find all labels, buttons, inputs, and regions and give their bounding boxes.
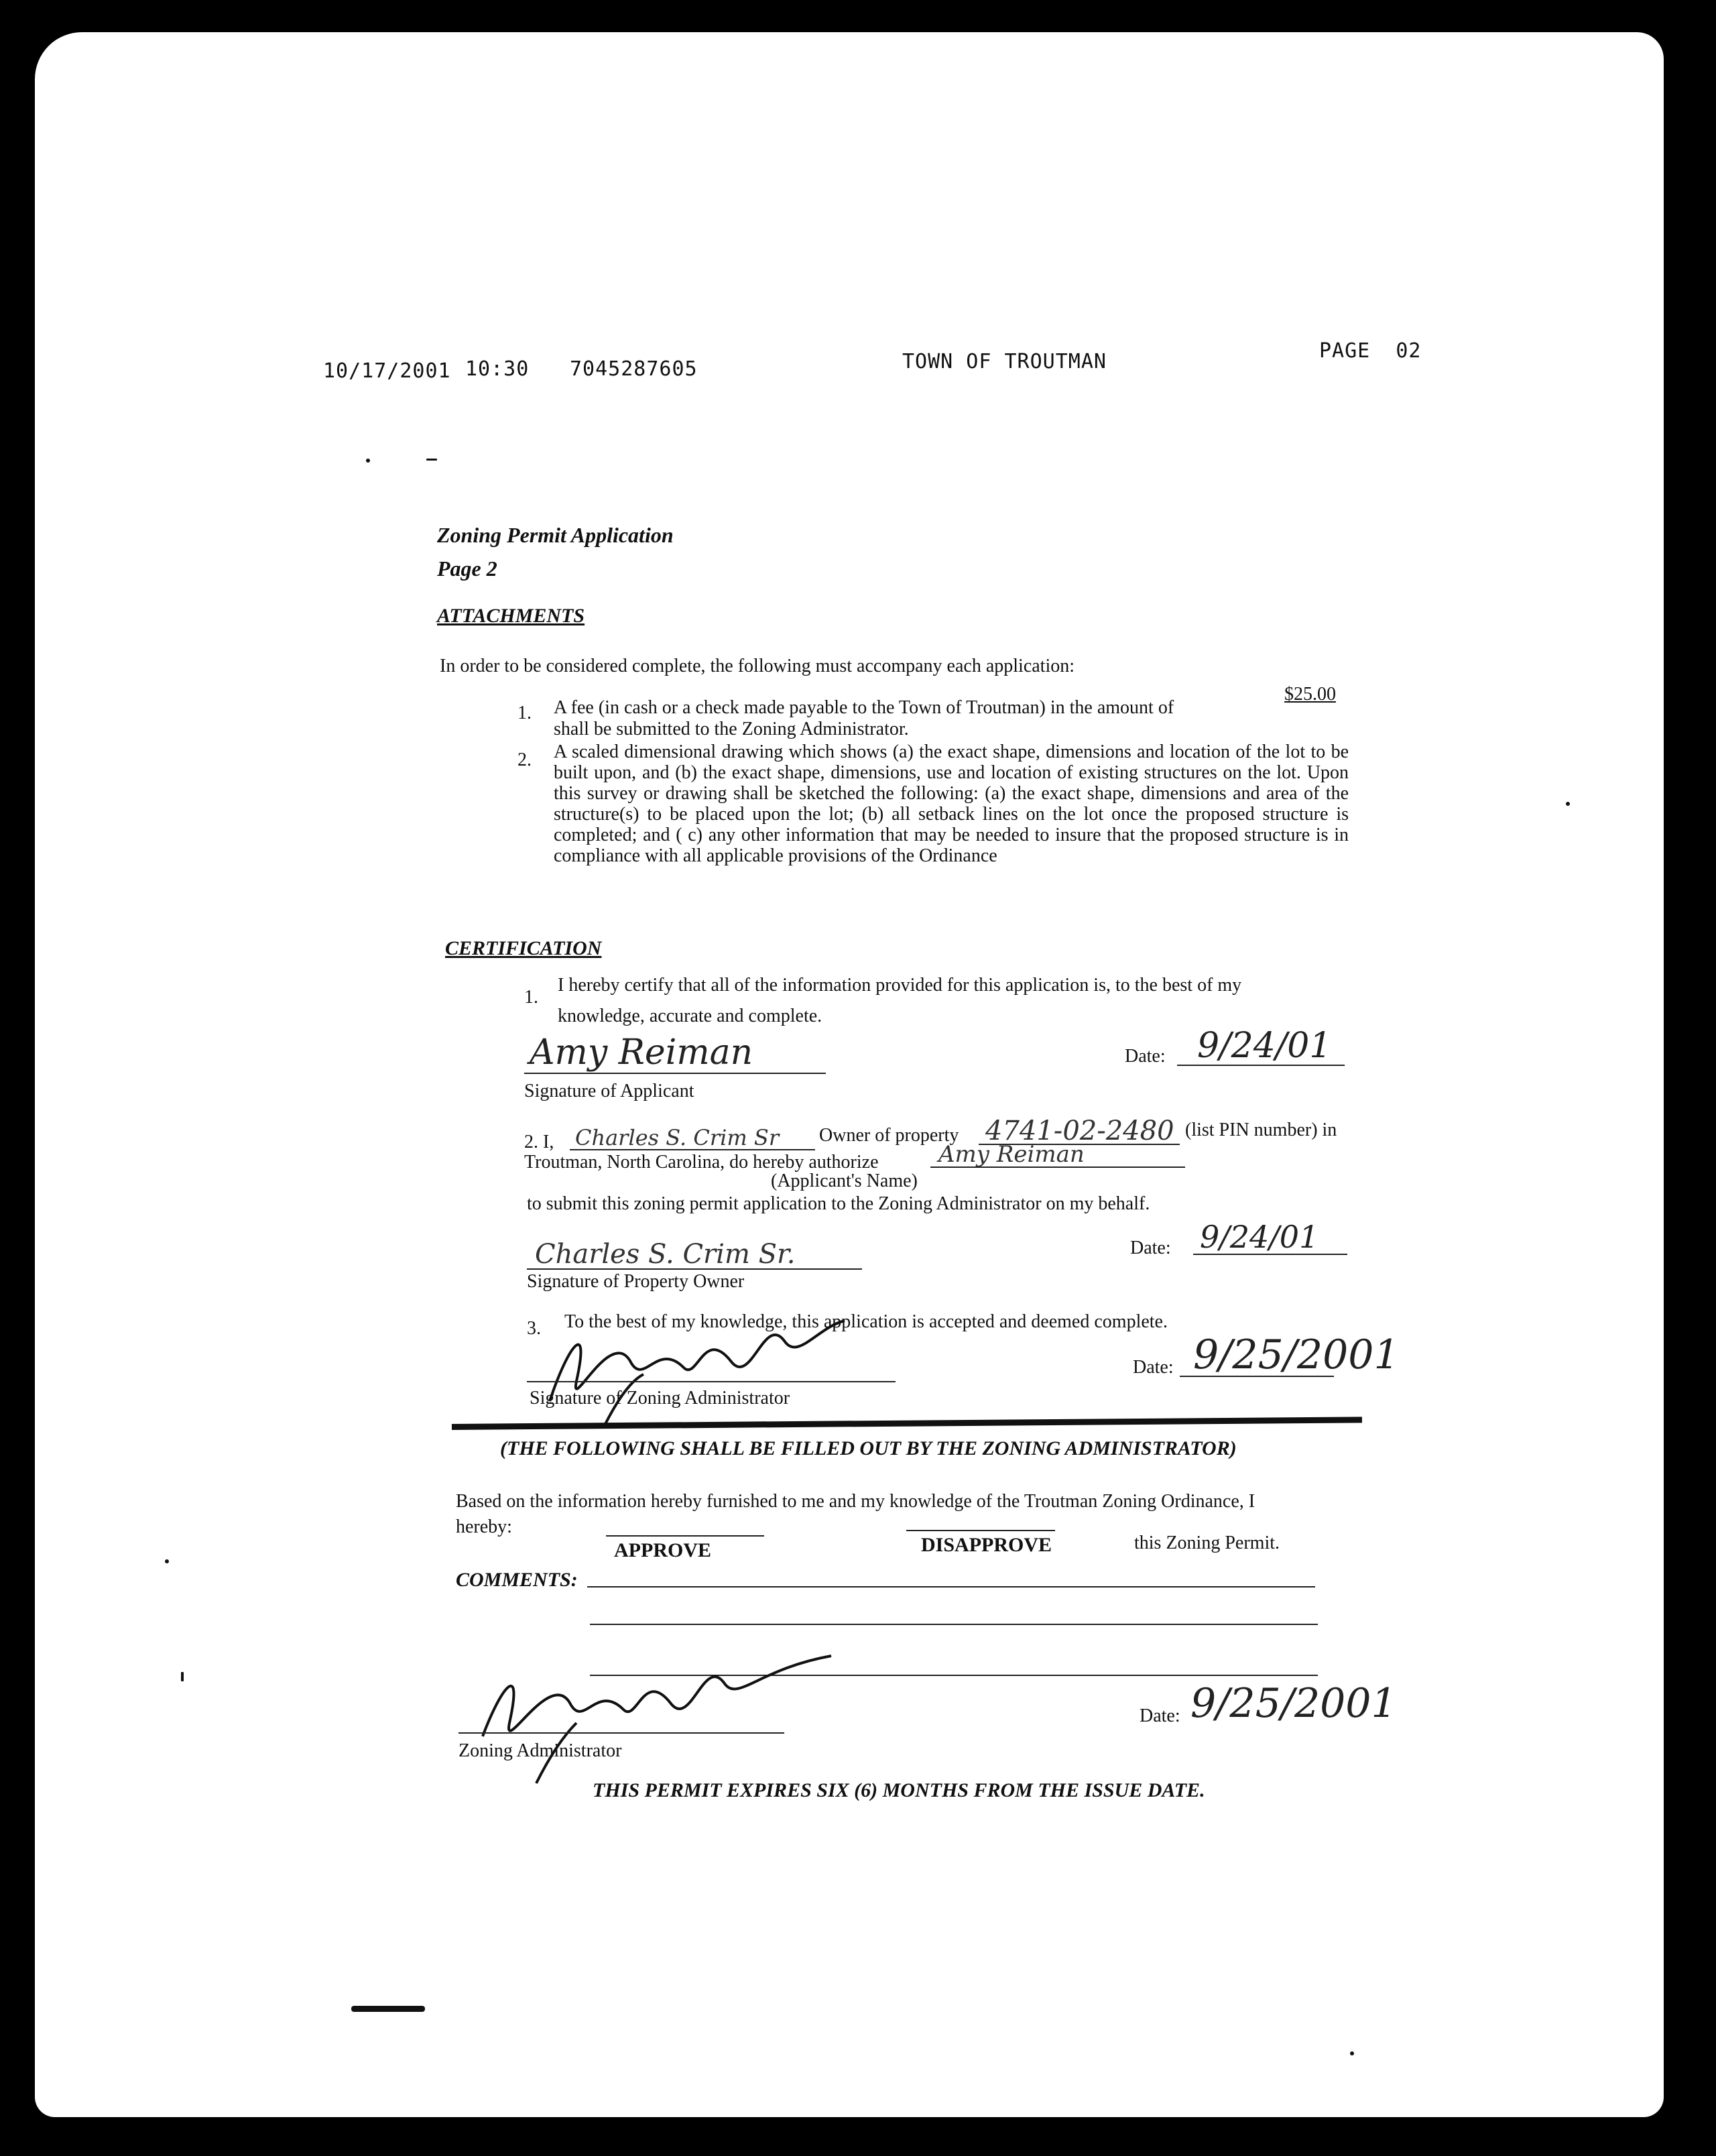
attachment-1-text-cont: shall be submitted to the Zoning Administrator. bbox=[554, 719, 909, 739]
approve-option: APPROVE bbox=[614, 1539, 711, 1561]
attachment-1-number: 1. bbox=[517, 703, 532, 723]
final-date-value: 9/25/2001 bbox=[1190, 1680, 1397, 1727]
attachment-1-text: A fee (in cash or a check made payable to the Town of Troutman) in the amount of bbox=[554, 697, 1174, 718]
cert-item-2-line3: to submit this zoning permit application to the Zoning Administrator on my behalf. bbox=[527, 1193, 1150, 1214]
owner-signature-line bbox=[527, 1268, 862, 1270]
comments-line-2 bbox=[590, 1624, 1318, 1625]
admin-section-line1: Based on the information hereby furnished to me and my knowledge of the Troutman Zoning Ordinance, I bbox=[456, 1491, 1255, 1512]
pin-number: 4741-02-2480 bbox=[985, 1116, 1174, 1146]
zoning-admin-signature-2 bbox=[456, 1642, 871, 1790]
owner-date-line bbox=[1193, 1254, 1347, 1255]
zoning-admin-signature-1 bbox=[530, 1301, 905, 1435]
attachments-intro: In order to be considered complete, the following must accompany each application: bbox=[440, 656, 1075, 676]
owner-signature-label: Signature of Property Owner bbox=[527, 1271, 745, 1292]
applicant-name-line bbox=[930, 1166, 1185, 1168]
cert-item-1-number: 1. bbox=[524, 987, 538, 1008]
fax-page: PAGE 02 bbox=[1319, 339, 1422, 363]
cert-item-1-line1: I hereby certify that all of the information provided for this application is, to the best of my bbox=[558, 975, 1242, 996]
applicant-signature-label: Signature of Applicant bbox=[524, 1081, 694, 1101]
comments-label: COMMENTS: bbox=[456, 1569, 578, 1591]
scan-speck bbox=[165, 1559, 169, 1563]
admin-signature-line bbox=[527, 1381, 896, 1382]
pin-label: (list PIN number) in bbox=[1185, 1120, 1337, 1140]
document-subtitle: Page 2 bbox=[437, 556, 497, 581]
cert-item-2-line2: Troutman, North Carolina, do hereby authorize bbox=[524, 1152, 879, 1173]
disapprove-option: DISAPPROVE bbox=[921, 1534, 1052, 1556]
scan-speck bbox=[351, 2006, 425, 2012]
comments-line-1 bbox=[587, 1586, 1315, 1588]
applicant-signature: Amy Reiman bbox=[530, 1032, 753, 1073]
fax-phone: 7045287605 bbox=[570, 357, 698, 381]
zoning-admin-line bbox=[458, 1732, 784, 1734]
fax-time: 10:30 bbox=[465, 357, 530, 381]
applicant-signature-line bbox=[524, 1073, 826, 1074]
attachments-heading: ATTACHMENTS bbox=[437, 605, 585, 627]
owner-of-property-text: Owner of property bbox=[819, 1125, 959, 1146]
authorized-applicant-name: Amy Reiman bbox=[938, 1141, 1085, 1168]
admin-date-line bbox=[1180, 1376, 1334, 1377]
permit-text: this Zoning Permit. bbox=[1134, 1533, 1280, 1553]
owner-date-value: 9/24/01 bbox=[1200, 1219, 1319, 1255]
document-title: Zoning Permit Application bbox=[437, 523, 674, 547]
owner-name-line bbox=[570, 1149, 815, 1150]
scan-speck bbox=[1350, 2051, 1354, 2055]
scan-speck bbox=[1566, 802, 1570, 806]
admin-section-banner: (THE FOLLOWING SHALL BE FILLED OUT BY THE ZONING ADMINISTRATOR) bbox=[500, 1437, 1237, 1459]
scan-speck bbox=[366, 459, 370, 463]
fax-sender: TOWN OF TROUTMAN bbox=[902, 350, 1107, 373]
applicant-name-label: (Applicant's Name) bbox=[771, 1171, 918, 1191]
admin-date-value: 9/25/2001 bbox=[1193, 1331, 1400, 1378]
cert-item-3-number: 3. bbox=[527, 1318, 541, 1339]
owner-date-label: Date: bbox=[1130, 1238, 1171, 1258]
scan-speck bbox=[181, 1672, 184, 1681]
attachment-2-number: 2. bbox=[517, 750, 532, 770]
approve-blank bbox=[606, 1535, 764, 1537]
owner-name: Charles S. Crim Sr bbox=[575, 1125, 780, 1150]
permit-expiry-notice: THIS PERMIT EXPIRES SIX (6) MONTHS FROM THE ISSUE DATE. bbox=[593, 1779, 1205, 1801]
disapprove-blank bbox=[906, 1530, 1055, 1531]
owner-signature: Charles S. Crim Sr. bbox=[535, 1239, 796, 1270]
admin-signature-label: Signature of Zoning Administrator bbox=[530, 1388, 790, 1409]
applicant-date-label: Date: bbox=[1125, 1046, 1166, 1067]
scan-speck bbox=[426, 459, 437, 461]
attachment-1-amount: $25.00 bbox=[1284, 684, 1336, 705]
admin-section-line2: hereby: bbox=[456, 1516, 512, 1537]
applicant-date-value: 9/24/01 bbox=[1197, 1026, 1332, 1066]
final-date-label: Date: bbox=[1140, 1705, 1180, 1726]
applicant-date-line bbox=[1177, 1065, 1345, 1066]
certification-heading: CERTIFICATION bbox=[445, 937, 602, 959]
cert-item-2-number: 2. I, bbox=[524, 1132, 554, 1152]
admin-date-label: Date: bbox=[1133, 1357, 1174, 1378]
attachment-2-text: A scaled dimensional drawing which shows (a) the exact shape, dimensions and location of the lot to be built upon, and (b) the exact shape, dimensions, use and location of existing structures on the lot. Upon this survey or drawing shall be sketched the following: (a) the exact shape, dimensions and area of the structure(s) to be placed upon the lot; (b) all setback lines on the lot once the proposed structure is completed; and ( c) any other information that may be needed to insure that the proposed structure is in compliance with all applicable provisions of the Ordinance bbox=[554, 741, 1349, 866]
zoning-admin-label: Zoning Administrator bbox=[458, 1740, 622, 1761]
fax-date: 10/17/2001 bbox=[323, 359, 451, 383]
cert-item-3-text: To the best of my knowledge, this application is accepted and deemed complete. bbox=[564, 1311, 1168, 1332]
cert-item-1-line2: knowledge, accurate and complete. bbox=[558, 1006, 822, 1026]
